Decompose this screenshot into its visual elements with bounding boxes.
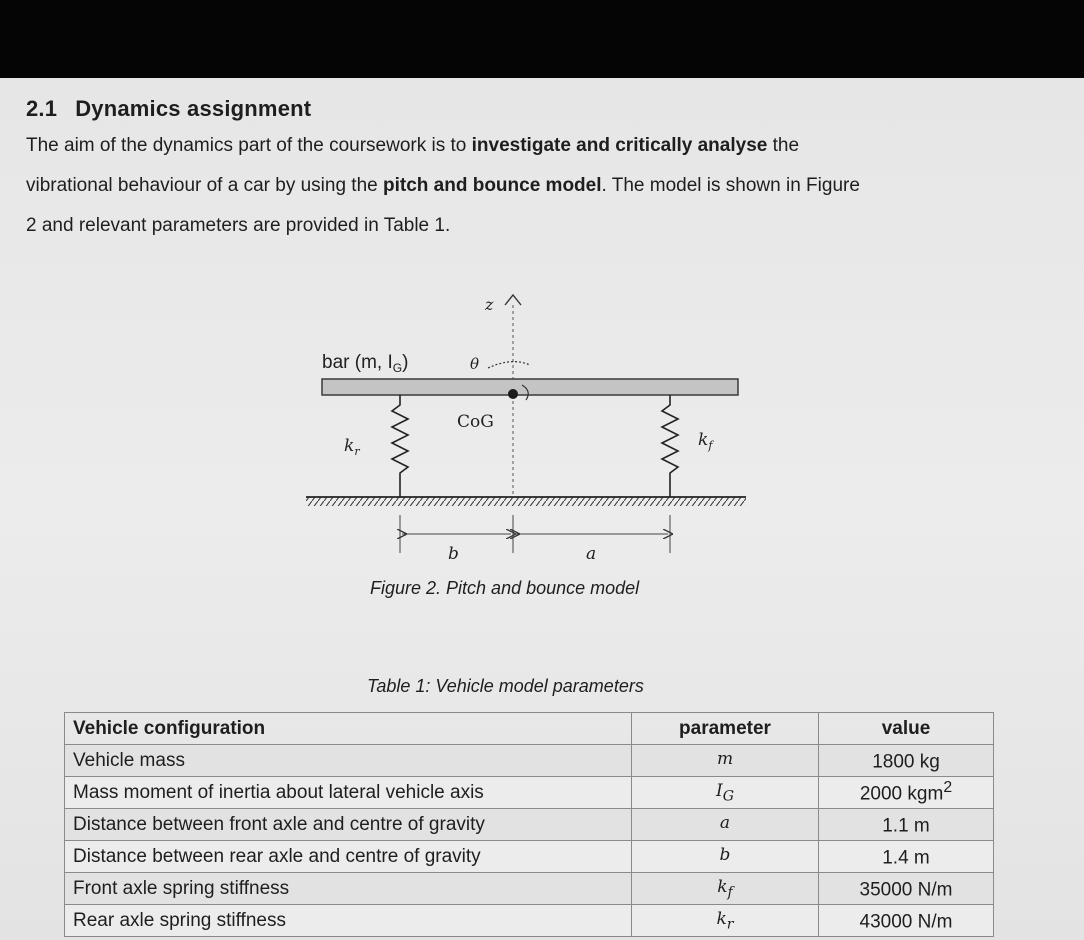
para-text: . The model is shown in Figure — [601, 175, 860, 196]
para-bold-text: pitch and bounce model — [383, 175, 602, 196]
paragraph-line-3: 2 and relevant parameters are provided in Table 1. — [26, 215, 451, 236]
section-heading — [26, 96, 311, 122]
para-text: the — [767, 135, 800, 156]
vehicle-bar — [322, 379, 738, 395]
paragraph-line-1 — [26, 126, 1036, 166]
configuration-cell: Mass moment of inertia about lateral vehicle axis — [65, 777, 632, 809]
ground-hatch — [306, 497, 746, 506]
value-cell: 1.1 m — [819, 809, 994, 841]
cog-dot — [508, 389, 518, 399]
parameter-cell: a — [632, 809, 819, 841]
value-cell: 35000 N/m — [819, 873, 994, 905]
front-spring — [662, 395, 678, 497]
table-caption: Table 1: Vehicle model parameters — [367, 676, 644, 696]
section-title: Dynamics assignment — [75, 96, 312, 121]
figure-caption: Figure 2. Pitch and bounce model — [370, 578, 640, 598]
header-parameter: parameter — [632, 713, 819, 745]
table-row — [65, 809, 994, 841]
table-row — [65, 841, 994, 873]
parameter-cell: b — [632, 841, 819, 873]
z-arrow-icon — [505, 295, 521, 305]
table-row — [65, 873, 994, 905]
value-cell: 43000 N/m — [819, 905, 994, 937]
configuration-cell: Distance between front axle and centre of gravity — [65, 809, 632, 841]
header-configuration: Vehicle configuration — [65, 713, 632, 745]
parameter-cell: $I_G$ — [632, 777, 819, 809]
top-black-bar — [0, 0, 1084, 78]
parameters-table — [64, 712, 994, 937]
value-cell: 2000 kgm$^2$ — [819, 777, 994, 809]
b-label: b — [448, 544, 459, 564]
header-value: value — [819, 713, 994, 745]
configuration-cell: Distance between rear axle and centre of gravity — [65, 841, 632, 873]
z-label: z — [485, 295, 494, 314]
cog-label: CoG — [457, 412, 494, 432]
paragraph-line-2 — [26, 166, 1036, 206]
rear-spring — [392, 395, 408, 497]
rotation-arrow-icon — [488, 362, 530, 368]
para-text: The aim of the dynamics part of the coursework is to — [26, 135, 472, 156]
para-bold-text: investigate and critically analyse — [471, 135, 768, 156]
a-label: a — [586, 544, 597, 564]
table-row — [65, 905, 994, 937]
section-number: 2.1 — [26, 96, 58, 121]
configuration-cell: Front axle spring stiffness — [65, 873, 632, 905]
para-text: vibrational behaviour of a car by using the — [26, 175, 383, 196]
kf-label: $k_f$ — [698, 430, 713, 452]
value-cell: 1.4 m — [819, 841, 994, 873]
table-header-row — [65, 713, 994, 745]
parameter-cell: $k_f$ — [632, 873, 819, 905]
parameter-cell: m — [632, 745, 819, 777]
kr-label: $k_r$ — [344, 436, 360, 458]
theta-label: θ — [470, 355, 480, 373]
value-cell: 1800 kg — [819, 745, 994, 777]
parameter-cell: $k_r$ — [632, 905, 819, 937]
bar-label: bar (m, $I_G$) — [322, 352, 409, 375]
table-row — [65, 745, 994, 777]
pitch-bounce-diagram — [300, 285, 760, 575]
configuration-cell: Vehicle mass — [65, 745, 632, 777]
table-row — [65, 777, 994, 809]
configuration-cell: Rear axle spring stiffness — [65, 905, 632, 937]
